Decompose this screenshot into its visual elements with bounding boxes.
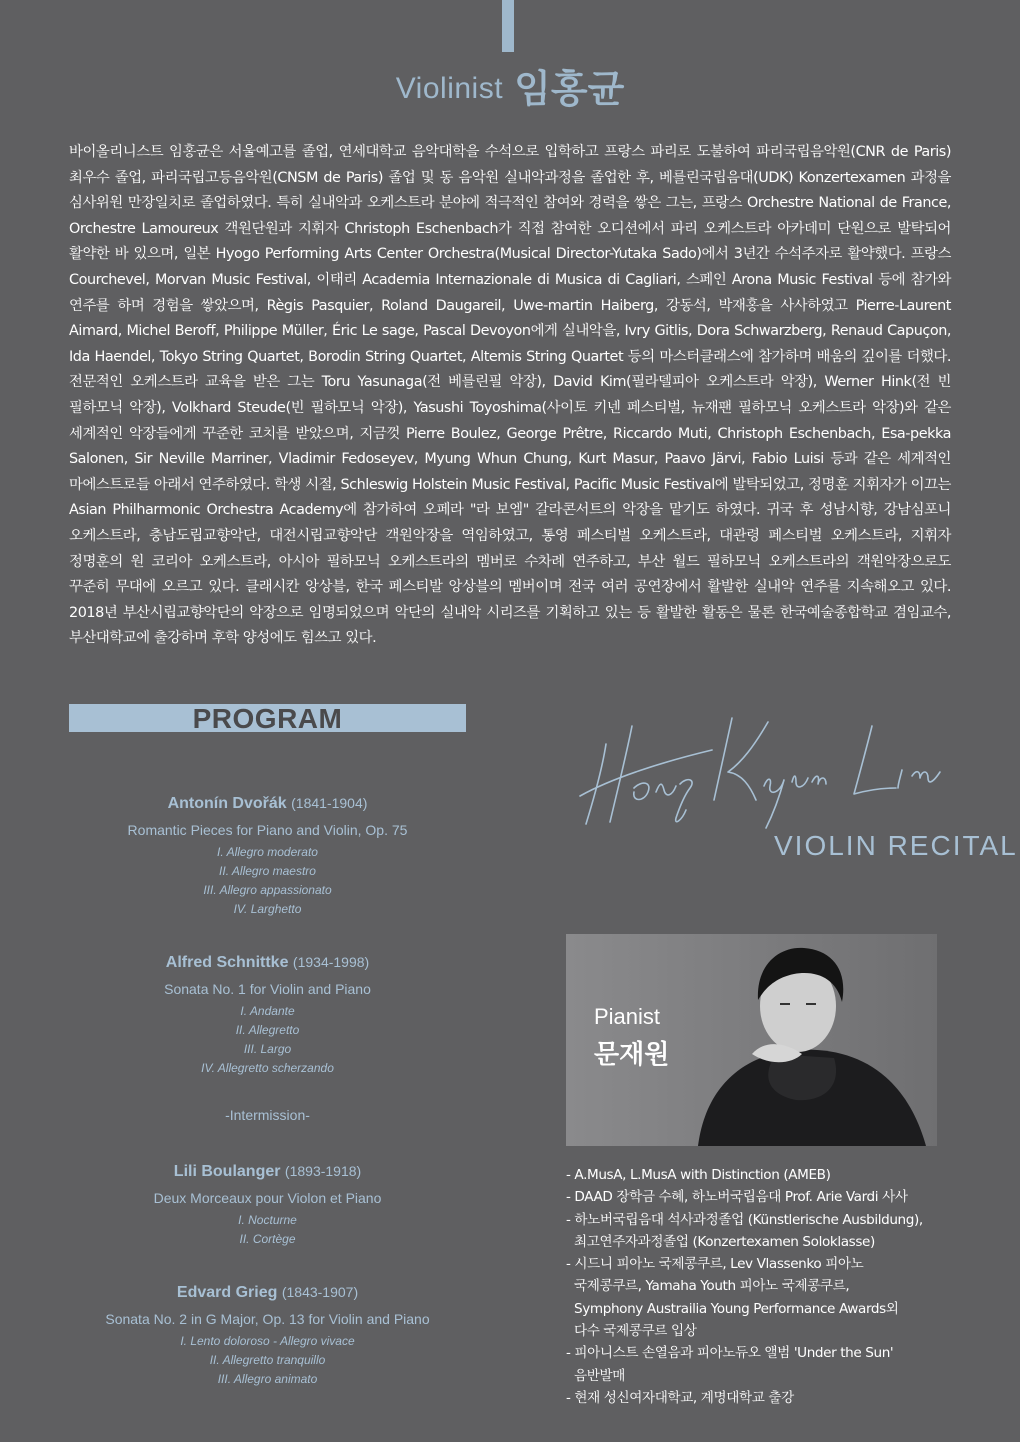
bio-line: 마에스트로들 아래서 연주하였다. 학생 시절, Schleswig Holstein Music Festival, Pacific Music Festival에 발탁되었고, 정명훈 지휘자가 이끄는 — [69, 476, 951, 493]
credit-line: 음반발매 — [574, 1367, 625, 1384]
credit-line: 국제콩쿠르, Yamaha Youth 피아노 국제콩쿠르, — [574, 1278, 850, 1295]
composer-line — [69, 1279, 466, 1306]
movement: I. Allegro moderato — [217, 845, 318, 859]
movement: III. Allegro appassionato — [203, 883, 332, 897]
credit-line: - 하노버국립음대 석사과정졸업 (Künstlerische Ausbildung), — [566, 1211, 923, 1228]
bio-line: 연주를 하며 경험을 쌓았으며, Règis Pasquier, Roland Daugareil, Uwe-martin Haiberg, 강동석, 박재홍을 사사하였고 Pierre-Laurent — [69, 297, 951, 314]
bio-line: 부산대학교에 출강하며 후학 양성에도 힘쓰고 있다. — [69, 630, 377, 647]
composer-line — [69, 790, 466, 817]
composer-name: Edvard Grieg — [176, 1284, 278, 1301]
movement: II. Allegretto — [235, 1023, 300, 1037]
composer-name: Alfred Schnittke — [165, 954, 289, 971]
program-heading-bar — [69, 704, 466, 732]
program-piece — [69, 1279, 466, 1389]
bio-line: Ida Haendel, Tokyo String Quartet, Borodin String Quartet, Altemis String Quartet 등의 마스터클래스에 참가하며 배움의 깊이를 더했다. — [69, 348, 951, 365]
bio-line: 꾸준히 무대에 오르고 있다. 클래시칸 앙상블, 한국 페스티발 앙상블의 멤버이며 전국 여러 공연장에서 활발한 실내악 연주를 지속해오고 있다. — [69, 579, 951, 596]
composer-years: (1843-1907) — [281, 1284, 359, 1300]
program-list — [69, 790, 466, 1419]
credit-line: Symphony Austrailia Young Performance Awards외 — [574, 1300, 899, 1317]
bio-line: Salonen, Sir Neville Marriner, Vladimir Fedoseyev, Myung Whun Chung, Kurt Masur, Paavo Järvi, Fabio Luisi 등과 같은 세계적인 — [69, 451, 951, 468]
bio-line: 심사위원 만장일치로 졸업하였다. 특히 실내악과 오케스트라 분야에 적극적인 참여와 경력을 쌓은 그는, 프랑스 Orchestre National de France, — [69, 195, 951, 212]
program-piece — [69, 790, 466, 919]
pianist-name: 문재원 — [594, 1040, 670, 1070]
title-role: Violinist — [395, 72, 504, 105]
work-title: Sonata No. 2 in G Major, Op. 13 for Violin and Piano — [105, 1311, 430, 1327]
bio-line: Asian Philharmonic Orchestra Academy에 참가하여 오페라 "라 보엠" 갈라콘서트의 악장을 맡기도 하였다. 귀국 후 성남시향, 강남심포니 — [69, 502, 951, 519]
credit-line: - 현재 성신여자대학교, 계명대학교 출강 — [566, 1389, 794, 1406]
pianist-photo — [566, 934, 937, 1146]
composer-name: Lili Boulanger — [173, 1163, 281, 1180]
bio-line: 최우수 졸업, 파리국립고등음악원(CNSM de Paris) 졸업 및 동 음악원 실내악과정을 졸업한 후, 베를린국립음대(UDK) Konzertexamen 과정을 — [69, 169, 951, 186]
movement: III. Largo — [243, 1042, 292, 1056]
intermission: -Intermission- — [225, 1107, 310, 1123]
bio-line: 2018년 부산시립교향악단의 악장으로 임명되었으며 악단의 실내악 시리즈를 기획하고 있는 등 활발한 활동은 물론 한국예술종합학교 겸임교수, — [69, 604, 951, 621]
composer-years: (1934-1998) — [292, 954, 370, 970]
program-piece — [69, 949, 466, 1078]
credit-line: 다수 국제콩쿠르 입상 — [574, 1323, 697, 1340]
top-accent-bar — [502, 0, 514, 52]
composer-years: (1841-1904) — [291, 795, 368, 811]
movement: II. Allegro maestro — [219, 864, 316, 878]
movement: IV. Allegretto scherzando — [201, 1061, 334, 1075]
credit-line: - 시드니 피아노 국제콩쿠르, Lev Vlassenko 피아노 — [566, 1256, 864, 1273]
bio-line: 오케스트라, 충남도립교향악단, 대전시립교향악단 객원악장을 역임하였고, 통영 페스티벌 오케스트라, 대관령 페스티벌 오케스트라, 지휘자 — [69, 527, 951, 544]
bio-line: Aimard, Michel Beroff, Philippe Müller, Éric Le sage, Pascal Devoyon에게 실내악을, Ivry Gitlis, Dora Schwarzberg, Renaud Capuçon, — [69, 323, 951, 340]
credit-line: - A.MusA, L.MusA with Distinction (AMEB) — [566, 1167, 831, 1183]
work-title: Deux Morceaux pour Violon et Piano — [153, 1190, 382, 1206]
bio-line: Courchevel, Morvan Music Festival, 이태리 Academia Internazionale di Musica di Cagliari, 스페인 Arona Music Festival 등에 참가와 — [69, 271, 951, 288]
program-piece — [69, 1158, 466, 1249]
movement: III. Allegro animato — [217, 1372, 318, 1386]
credit-line: - 피아니스트 손열음과 피아노듀오 앨범 'Under the Sun' — [566, 1345, 894, 1362]
credit-line: - DAAD 장학금 수혜, 하노버국립음대 Prof. Arie Vardi 사사 — [566, 1189, 908, 1206]
composer-years: (1893-1918) — [284, 1163, 362, 1179]
pianist-role: Pianist — [594, 1004, 661, 1029]
composer-name: Antonín Dvořák — [167, 795, 287, 812]
movement: II. Cortège — [239, 1232, 296, 1246]
pianist-credits — [566, 1164, 966, 1409]
biography — [69, 140, 951, 652]
work-title: Romantic Pieces for Piano and Violin, Op. 75 — [127, 822, 408, 838]
bio-line: 정명훈의 원 코리아 오케스트라, 아시아 필하모닉 오케스트라의 멤버로 수차례 연주하고, 부산 월드 필하모닉 오케스트라의 객원악장으로도 — [69, 553, 951, 570]
page-title — [0, 58, 1020, 113]
bio-line: 활약한 바 있으며, 일본 Hyogo Performing Arts Center Orchestra(Musical Director-Yutaka Sado)에서 3년간 수석주자로 활약했다. 프랑스 — [69, 246, 951, 263]
composer-line — [69, 949, 466, 976]
credit-line: 최고연주자과정졸업 (Konzertexamen Soloklasse) — [574, 1233, 875, 1250]
program-heading: PROGRAM — [192, 703, 343, 734]
composer-line — [69, 1158, 466, 1185]
bio-line: 세계적인 악장들에게 꾸준한 코치를 받았으며, 지금껏 Pierre Boulez, George Prêtre, Riccardo Muti, Christoph Eschenbach, Esa-pekka — [69, 425, 951, 442]
signature-image — [572, 700, 952, 830]
movement: II. Allegretto tranquillo — [209, 1353, 326, 1367]
movement: I. Nocturne — [238, 1213, 297, 1227]
movement: IV. Larghetto — [233, 902, 302, 916]
movement: I. Andante — [240, 1004, 295, 1018]
title-name: 임홍균 — [514, 67, 625, 111]
work-title: Sonata No. 1 for Violin and Piano — [164, 981, 371, 997]
bio-line: Orchestre Lamoureux 객원단원과 지휘자 Christoph Eschenbach가 직접 참여한 오디션에서 파리 오케스트라 아카데미 단원으로 발탁되어 — [69, 220, 951, 237]
bio-line: 바이올리니스트 임홍균은 서울예고를 졸업, 연세대학교 음악대학을 수석으로 입학하고 프랑스 파리로 도불하여 파리국립음악원(CNR de Paris) — [69, 144, 951, 160]
bio-line: 전문적인 오케스트라 교육을 받은 그는 Toru Yasunaga(전 베를린필 악장), David Kim(필라델피아 오케스트라 악장), Werner Hink(전 빈 — [69, 374, 951, 391]
movement: I. Lento doloroso - Allegro vivace — [180, 1334, 355, 1348]
recital-label: VIOLIN RECITAL — [774, 830, 1018, 861]
bio-line: 필하모닉 악장), Volkhard Steude(빈 필하모닉 악장), Yasushi Toyoshima(사이토 키넨 페스티벌, 뉴재팬 필하모닉 오케스트라 악장)와 같은 — [69, 399, 951, 416]
